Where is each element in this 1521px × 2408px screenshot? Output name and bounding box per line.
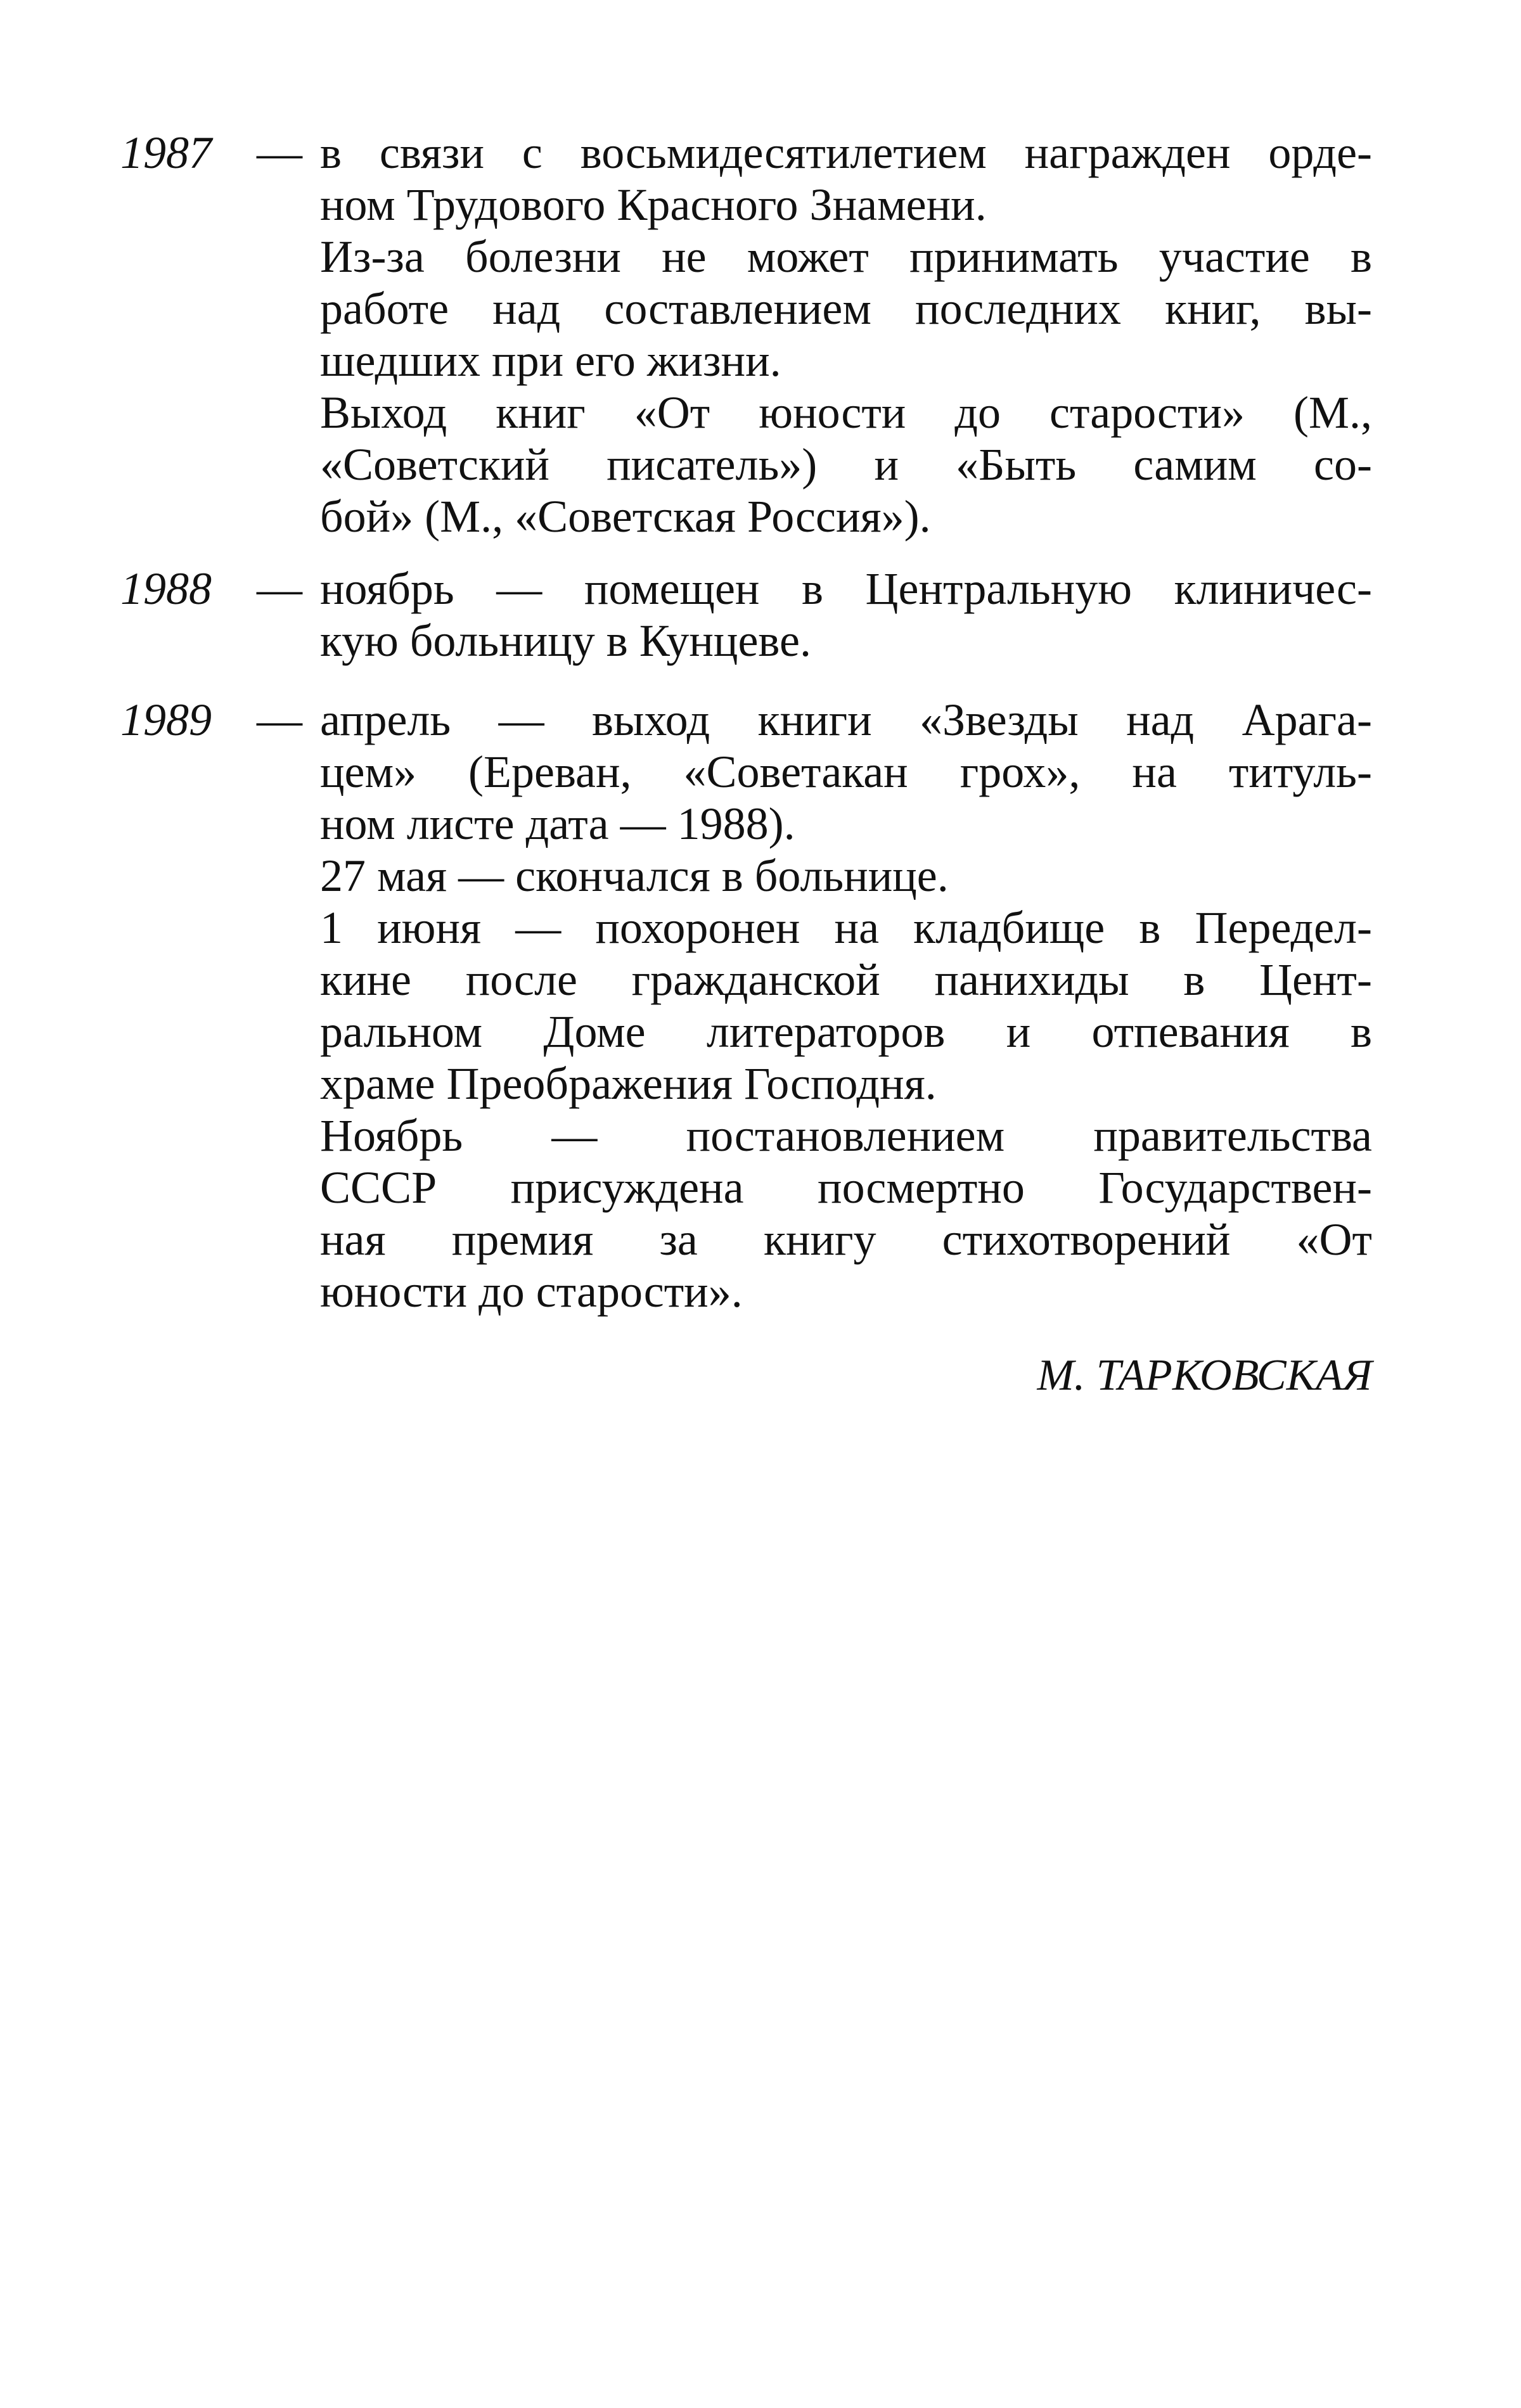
- author-signature: М. ТАРКОВСКАЯ: [1037, 1351, 1372, 1400]
- entry-dash: —: [257, 695, 302, 745]
- entry-line: ная премия за книгу стихотворений «От: [320, 1214, 1372, 1265]
- entry-line: 1 июня — похоронен на кладбище в Передел-: [320, 902, 1372, 953]
- entry-line: юности до старости».: [320, 1266, 743, 1317]
- entry-line: апрель — выход книги «Звезды над Арага-: [320, 695, 1372, 745]
- entry-line: бой» (М., «Советская Россия»).: [320, 491, 931, 542]
- entry-line: кую больницу в Кунцеве.: [320, 615, 811, 666]
- entry-line: Выход книг «От юности до старости» (М.,: [320, 387, 1372, 438]
- entry-year: 1989: [120, 695, 212, 745]
- entry-line: шедших при его жизни.: [320, 335, 781, 386]
- entry-line: Из-за болезни не может принимать участие в: [320, 231, 1372, 282]
- entry-year: 1987: [120, 127, 212, 178]
- entry-line: ральном Доме литераторов и отпевания в: [320, 1006, 1372, 1057]
- entry-line: кине после гражданской панихиды в Цент-: [320, 954, 1372, 1005]
- entry-line: в связи с восьмидесятилетием награжден орде-: [320, 127, 1372, 178]
- entry-dash: —: [257, 127, 302, 178]
- entry-line: работе над составлением последних книг, вы-: [320, 283, 1372, 334]
- entry-line: «Советский писатель») и «Быть самим со-: [320, 439, 1372, 490]
- entry-line: СССР присуждена посмертно Государствен-: [320, 1162, 1372, 1213]
- entry-line: 27 мая — скончался в больнице.: [320, 850, 949, 901]
- entry-line: ноябрь — помещен в Центральную клиничес-: [320, 563, 1372, 614]
- entry-line: Ноябрь — постановлением правительства: [320, 1110, 1372, 1161]
- entry-year: 1988: [120, 563, 212, 614]
- entry-line: ном листе дата — 1988).: [320, 798, 795, 849]
- entry-dash: —: [257, 563, 302, 614]
- entry-line: храме Преображения Господня.: [320, 1058, 937, 1109]
- entry-line: ном Трудового Красного Знамени.: [320, 179, 987, 230]
- entry-line: цем» (Ереван, «Советакан грох», на титуль-: [320, 746, 1372, 797]
